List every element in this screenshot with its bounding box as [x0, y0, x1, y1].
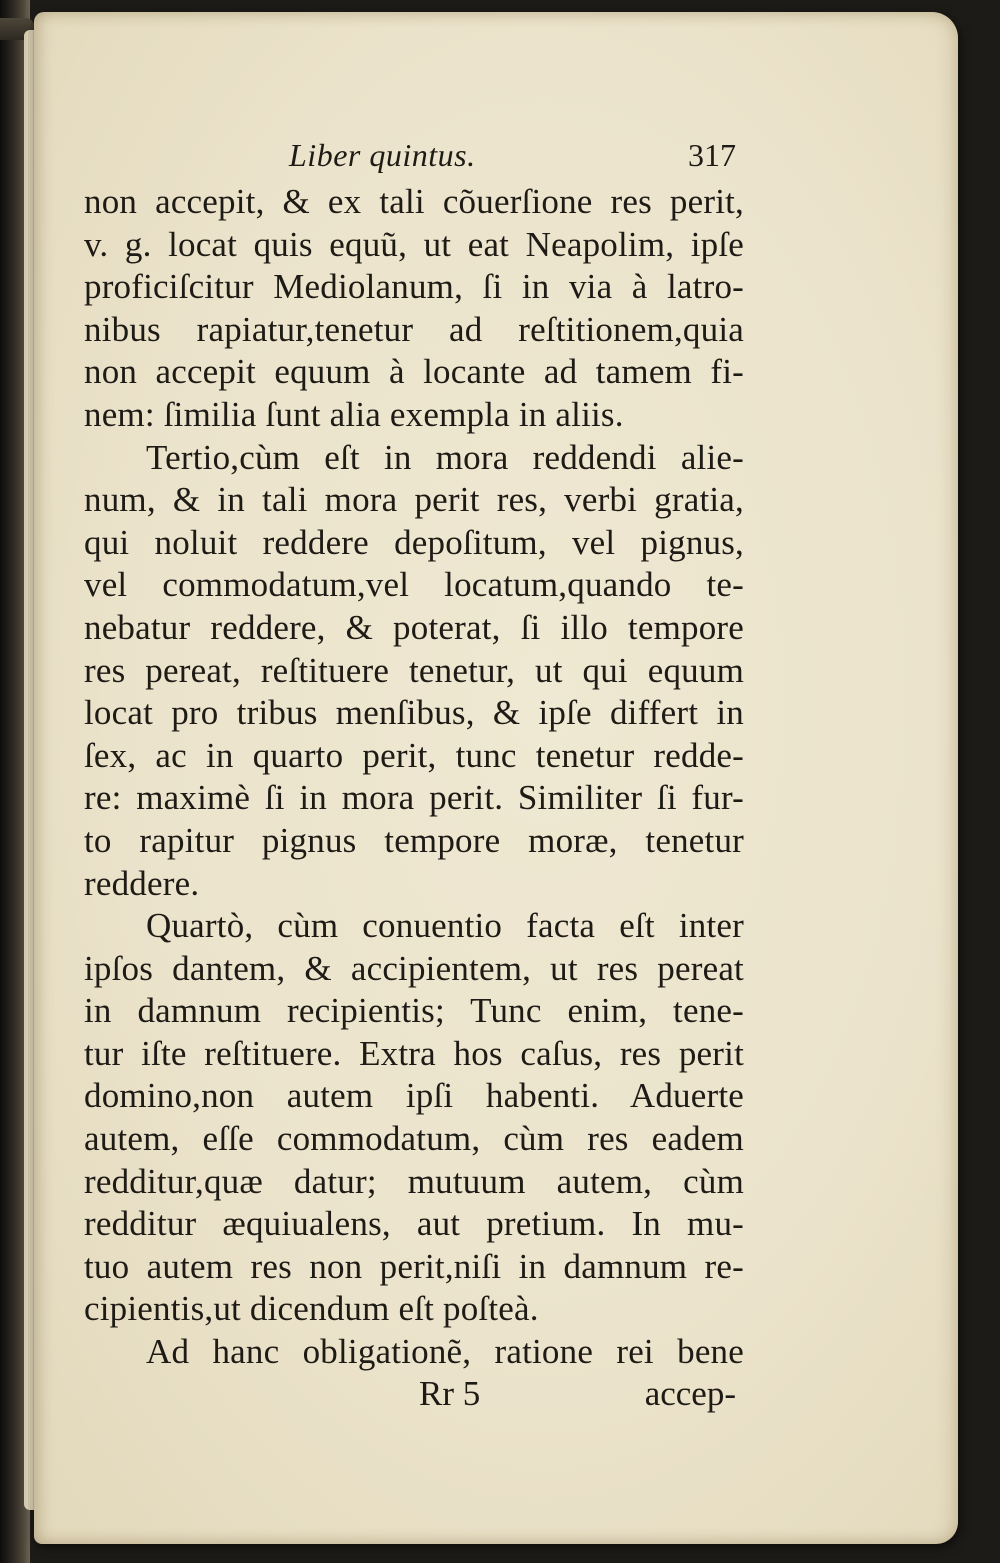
paragraph — [84, 905, 744, 1331]
running-head — [84, 137, 744, 181]
text-line: ipſos dantem, & accipientem, ut res pereat — [84, 948, 744, 988]
text-line: cipientis,ut dicendum eſt poſteà. — [84, 1289, 539, 1329]
text-line: autem, eſſe commodatum, cùm res eadem — [84, 1119, 744, 1159]
text-line: locat pro tribus menſibus, & ipſe differt in — [84, 693, 744, 733]
text-line: nibus rapiatur,tenetur ad reſtitionem,quia — [84, 309, 744, 349]
text-line: tuo autem res non perit,niſi in damnum re- — [84, 1246, 744, 1286]
paragraph — [84, 437, 744, 906]
catchword: accep- — [644, 1373, 736, 1413]
text-line: proficiſcitur Mediolanum, ſi in via à latro- — [84, 267, 744, 307]
text-line: redditur æquiualens, aut pretium. In mu- — [84, 1204, 744, 1244]
text-line: in damnum recipientis; Tunc enim, tene- — [84, 991, 744, 1031]
text-line: vel commodatum,vel locatum,quando te- — [84, 565, 744, 605]
text-line: nem: ſimilia ſunt alia exempla in aliis. — [84, 394, 624, 434]
text-line: non accepit equum à locante ad tamem fi- — [84, 352, 744, 392]
text-line: v. g. locat quis equũ, ut eat Neapolim, ipſe — [84, 224, 744, 264]
page-footer — [84, 1374, 744, 1418]
text-line: Ad hanc obligationẽ, ratione rei bene — [146, 1332, 744, 1372]
text-line: qui noluit reddere depoſitum, vel pignus, — [84, 522, 744, 562]
text-line: non accepit, & ex tali cõuerſione res perit, — [84, 182, 744, 221]
running-head-title: Liber quintus. — [289, 137, 476, 173]
paragraph — [84, 181, 744, 437]
text-line: Tertio,cùm eſt in mora reddendi alie- — [146, 437, 744, 477]
text-line: domino,non autem ipſi habenti. Aduerte — [84, 1076, 744, 1116]
text-line: nebatur reddere, & poterat, ſi illo tempore — [84, 607, 744, 647]
text-line: tur iſte reſtituere. Extra hos caſus, res perit — [84, 1033, 744, 1073]
text-line: ſex, ac in quarto perit, tunc tenetur redde- — [84, 735, 744, 775]
text-line: num, & in tali mora perit res, verbi gratia, — [84, 480, 744, 520]
text-line: re: maximè ſi in mora perit. Similiter ſi fur- — [84, 778, 744, 818]
text-line: res pereat, reſtituere tenetur, ut qui equum — [84, 650, 744, 690]
signature-mark: Rr 5 — [419, 1373, 481, 1413]
text-line: to rapitur pignus tempore moræ, tenetur — [84, 820, 744, 860]
body-text — [84, 181, 744, 1374]
printed-page — [34, 12, 958, 1544]
text-block — [84, 137, 744, 1418]
text-line: Quartò, cùm conuentio facta eſt inter — [146, 906, 744, 946]
text-line: redditur,quæ datur; mutuum autem, cùm — [84, 1161, 744, 1201]
text-line: reddere. — [84, 863, 200, 903]
paragraph — [84, 1331, 744, 1374]
page-number: 317 — [688, 137, 736, 173]
